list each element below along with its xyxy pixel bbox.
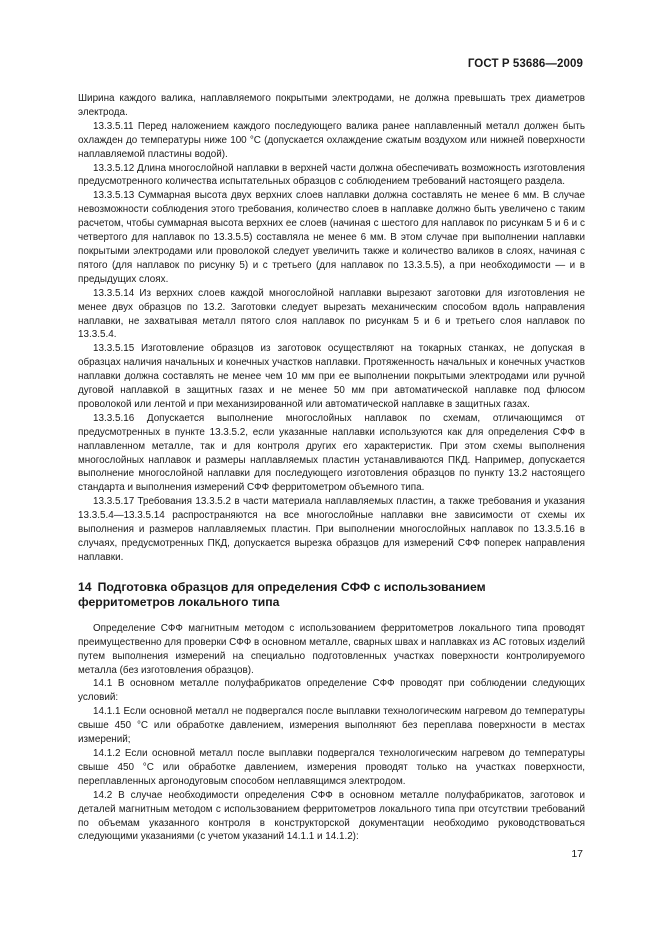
paragraph: 14.1 В основном металле полуфабрикатов определение СФФ проводят при соблюдении следующих условий: bbox=[78, 678, 585, 704]
paragraph: 13.3.5.11 Перед наложением каждого последующего валика ранее наплавленный металл должен быть охлажден до температуры ниже 100 °С (допускается охлаждение сжатым воздухом или нижней поверхности наплавляемой пластины водой). bbox=[78, 120, 585, 160]
paragraph: 13.3.5.12 Длина многослойной наплавки в верхней части должна обеспечивать возможность изготовления предусмотренного количества испытательных образцов с соблюдением требований настоящего раздела. bbox=[78, 162, 585, 188]
section-title: Подготовка образцов для определения СФФ с использованием ферритометров локального типа bbox=[78, 579, 486, 610]
section-heading bbox=[78, 580, 585, 611]
section-number: 14 bbox=[78, 579, 92, 594]
paragraphs-before-section bbox=[78, 92, 585, 565]
page-number: 17 bbox=[571, 848, 583, 860]
standard-code-header: ГОСТ Р 53686—2009 bbox=[467, 58, 583, 70]
paragraph: Ширина каждого валика, наплавляемого покрытыми электродами, не должна превышать трех диаметров электрода. bbox=[78, 93, 585, 118]
paragraphs-after-section bbox=[78, 622, 585, 845]
paragraph: 13.3.5.15 Изготовление образцов из заготовок осуществляют на токарных станках, не допуская в образцах наличия начальных и конечных участков наплавки. Протяженность начальных и конечных участков наплавки должна составлять не менее чем 10 мм при ее выполнении покрытыми электродами или ручной дуговой наплавкой в защитных газах и не менее 50 мм при автоматической наплавке под флюсом проволокой или лентой и при механизированной или автоматической наплавке в защитных газах. bbox=[78, 343, 585, 410]
paragraph: Определение СФФ магнитным методом с использованием ферритометров локального типа проводят преимущественно для проверки СФФ в основном металле, сварных швах и наплавках из АС готовых изделий путем выполнения измерений на специально подготовленных участках поверхности контролируемого металла (без изготовления образцов). bbox=[78, 622, 585, 676]
paragraph: 13.3.5.14 Из верхних слоев каждой многослойной наплавки вырезают заготовки для изготовления не менее двух образцов по 13.2. Заготовки следует вырезать механическим способом вдоль направления наплавки, не захватывая металл пятого слоя наплавок по рисункам 5 и 6 и третьего слоя наплавок по 13.3.5.4. bbox=[78, 287, 585, 341]
paragraph: 14.1.1 Если основной металл не подвергался после выплавки технологическим нагревом до температуры свыше 450 °С или обработке давлением, измерения выполняют без переплава поверхности в местах измерений; bbox=[78, 706, 585, 746]
paragraph: 14.2 В случае необходимости определения СФФ в основном металле полуфабрикатов, заготовок и деталей магнитным методом с использованием ферритометров локального типа при отсутствии требований по объемам указанного контроля в конструкторской документации необходимо руководствоваться следующими указаниями (с учетом указаний 14.1.1 и 14.1.2): bbox=[78, 789, 585, 843]
paragraph: 13.3.5.16 Допускается выполнение многослойных наплавок по схемам, отличающимся от предусмотренных в пункте 13.3.5.2, если указанные наплавки используются как для определения СФФ в наплавленном металле, так и для контроля других его характеристик. При этом схемы выполнения многослойных наплавок и размеры наплавляемых пластин устанавливаются ПКД. Например, допускается выполнение многослойной наплавки для последующего изготовления образцов по пункту 13.2 настоящего стандарта и выполнения измерений СФФ ферритометром объемного типа. bbox=[78, 412, 585, 494]
document-body bbox=[78, 92, 585, 844]
paragraph: 14.1.2 Если основной металл после выплавки подвергался технологическим нагревом до температуры свыше 450 °С или обработке давлением, измерения проводят только на участках поверхности, переплавленных аргонодуговым способом неплавящимся электродом. bbox=[78, 747, 585, 787]
paragraph: 13.3.5.17 Требования 13.3.5.2 в части материала наплавляемых пластин, а также требования и указания 13.3.5.4—13.3.5.14 распространяются на все многослойные наплавки вне зависимости от схемы их выполнения и размеров наплавляемых пластин. При выполнении многослойных наплавок по 13.3.5.16 в случаях, предусмотренных ПКД, допускается вырезка образцов для измерений СФФ поперек направления наплавки. bbox=[78, 496, 585, 563]
paragraph: 13.3.5.13 Суммарная высота двух верхних слоев наплавки должна составлять не менее 6 мм. В случае невозможности соблюдения этого требования, количество слоев в наплавке должно быть увеличено с таким расчетом, чтобы суммарная высота верхних ее слоев (начиная с шестого для наплавок по рисункам 5 и 6 и с четвертого для наплавок по 13.3.5.5) составляла не менее 6 мм. В этом случае при выполнении наплавки покрытыми электродами или проволокой следует увеличить также и количество валиков в слоях, начиная с пятого (для наплавок по рисунку 5) и с третьего (для наплавок по 13.3.5.5), а при необходимости — и в предыдущих слоях. bbox=[78, 190, 585, 285]
